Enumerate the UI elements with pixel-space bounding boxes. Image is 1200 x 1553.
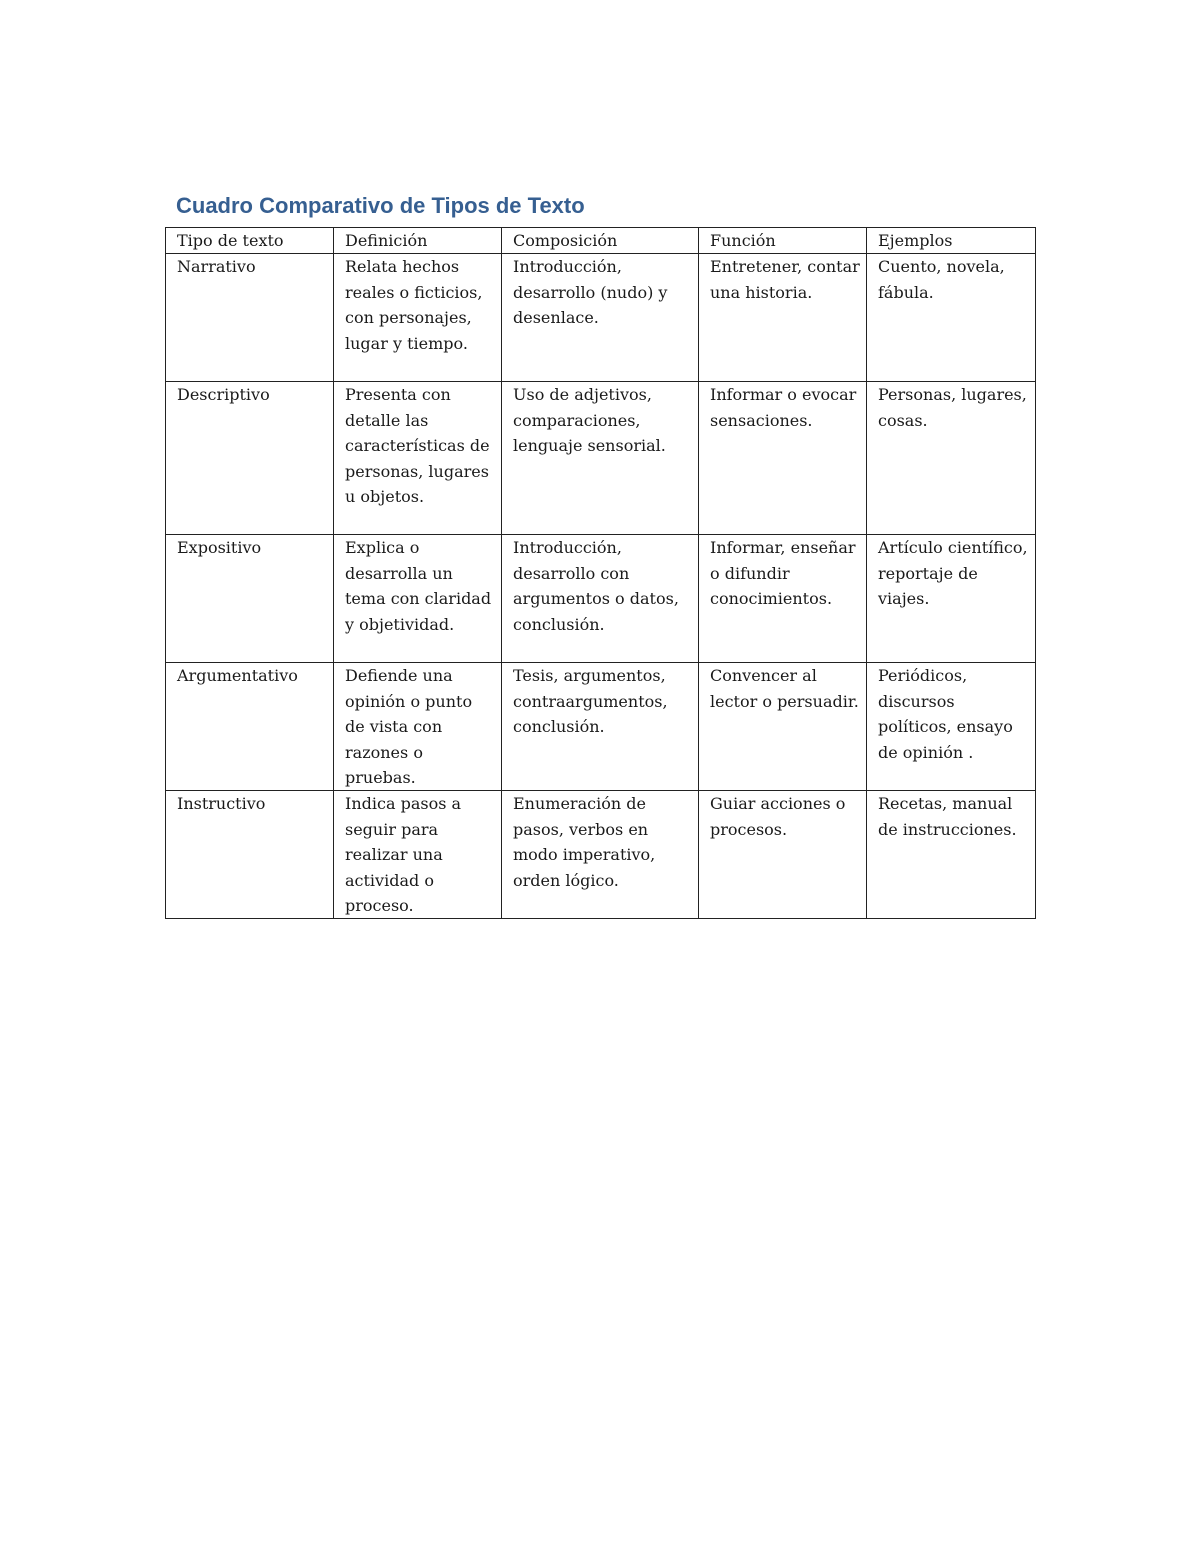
header-composicion: Composición [502, 228, 699, 254]
table-row [166, 254, 1036, 382]
cell-tipo: Expositivo [166, 535, 334, 663]
cell-definicion: Indica pasos a seguir para realizar una actividad o proceso. [334, 791, 502, 919]
cell-tipo: Instructivo [166, 791, 334, 919]
cell-tipo: Descriptivo [166, 382, 334, 535]
header-tipo: Tipo de texto [166, 228, 334, 254]
cell-definicion: Presenta con detalle las características de personas, lugares u objetos. [334, 382, 502, 535]
cell-ejemplos: Artículo científico, reportaje de viajes. [867, 535, 1036, 663]
header-ejemplos: Ejemplos [867, 228, 1036, 254]
table-row [166, 382, 1036, 535]
table-row [166, 663, 1036, 791]
cell-composicion: Introducción, desarrollo (nudo) y desenlace. [502, 254, 699, 382]
cell-tipo: Argumentativo [166, 663, 334, 791]
cell-definicion: Defiende una opinión o punto de vista con razones o pruebas. [334, 663, 502, 791]
cell-funcion: Convencer al lector o persuadir. [699, 663, 867, 791]
document-title: Cuadro Comparativo de Tipos de Texto [176, 193, 585, 218]
comparison-table [165, 227, 1036, 919]
cell-ejemplos: Periódicos, discursos políticos, ensayo de opinión . [867, 663, 1036, 791]
cell-ejemplos: Personas, lugares, cosas. [867, 382, 1036, 535]
table-row [166, 791, 1036, 919]
header-definicion: Definición [334, 228, 502, 254]
header-funcion: Función [699, 228, 867, 254]
cell-funcion: Guiar acciones o procesos. [699, 791, 867, 919]
cell-composicion: Enumeración de pasos, verbos en modo imperativo, orden lógico. [502, 791, 699, 919]
table-header-row [166, 228, 1036, 254]
cell-funcion: Entretener, contar una historia. [699, 254, 867, 382]
cell-definicion: Explica o desarrolla un tema con claridad y objetividad. [334, 535, 502, 663]
table-row [166, 535, 1036, 663]
cell-composicion: Introducción, desarrollo con argumentos o datos, conclusión. [502, 535, 699, 663]
cell-ejemplos: Cuento, novela, fábula. [867, 254, 1036, 382]
cell-composicion: Tesis, argumentos, contraargumentos, conclusión. [502, 663, 699, 791]
cell-definicion: Relata hechos reales o ficticios, con personajes, lugar y tiempo. [334, 254, 502, 382]
cell-funcion: Informar, enseñar o difundir conocimientos. [699, 535, 867, 663]
cell-ejemplos: Recetas, manual de instrucciones. [867, 791, 1036, 919]
cell-composicion: Uso de adjetivos, comparaciones, lenguaje sensorial. [502, 382, 699, 535]
cell-tipo: Narrativo [166, 254, 334, 382]
cell-funcion: Informar o evocar sensaciones. [699, 382, 867, 535]
